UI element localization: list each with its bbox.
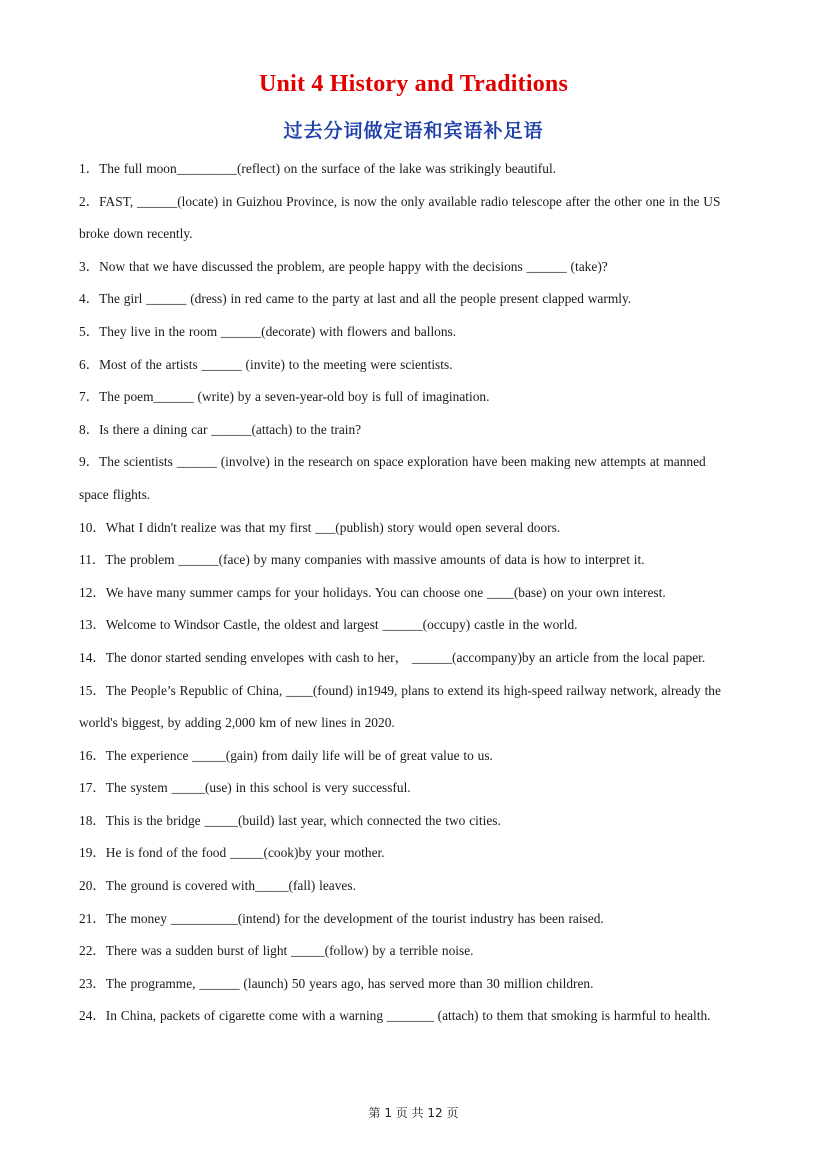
question-list [79,153,739,1033]
question-item: 16．The experience _____(gain) from daily life will be of great value to us. [79,747,493,763]
question-item: 11．The problem ______(face) by many companies with massive amounts of data is how to interpret it. [79,552,645,568]
question-item: 24．In China, packets of cigarette come with a warning _______ (attach) to them that smoking is harmful to health. [79,1008,711,1024]
question-item: 20．The ground is covered with_____(fall) leaves. [79,878,356,894]
question-item: 21．The money __________(intend) for the development of the tourist industry has been raised. [79,910,604,926]
question-item: 23．The programme, ______ (launch) 50 years ago, has served more than 30 million children. [79,975,594,991]
question-item: 13．Welcome to Windsor Castle, the oldest and largest ______(occupy) castle in the world. [79,617,578,633]
question-item: 6．Most of the artists ______ (invite) to the meeting were scientists. [79,356,453,372]
question-item: 12．We have many summer camps for your holidays. You can choose one ____(base) on your own interest. [79,584,666,600]
question-item: 5．They live in the room ______(decorate) with flowers and ballons. [79,323,457,339]
question-item: 8．Is there a dining car ______(attach) to the train? [79,421,362,437]
document-title: Unit 4 History and Traditions [259,71,568,97]
question-item: 17．The system _____(use) in this school is very successful. [79,780,411,796]
question-item: 7．The poem______ (write) by a seven-year-old boy is full of imagination. [79,389,490,405]
question-item: 14．The donor started sending envelopes with cash to her， ______(accompany)by an article from the local paper. [79,649,706,665]
question-item: 2．FAST, ______(locate) in Guizhou Province, is now the only available radio telescope after the other one in the US broke down recently. [79,193,721,242]
question-item: 19．He is fond of the food _____(cook)by your mother. [79,845,385,861]
question-item: 4．The girl ______ (dress) in red came to the party at last and all the people present clapped warmly. [79,291,632,307]
question-item: 1．The full moon_________(reflect) on the surface of the lake was strikingly beautiful. [79,161,557,176]
question-item: 18．This is the bridge _____(build) last year, which connected the two cities. [79,812,501,828]
question-item: 9．The scientists ______ (involve) in the research on space exploration have been making new attempts at manned space flights. [79,454,706,502]
page-footer: 第 1 页 共 12 页 [368,1106,459,1120]
question-item: 22．There was a sudden burst of light _____(follow) by a terrible noise. [79,943,474,959]
document-subtitle: 过去分词做定语和宾语补足语 [283,120,544,142]
question-item: 3．Now that we have discussed the problem, are people happy with the decisions ______ (take)? [79,258,608,274]
question-item: 15．The People’s Republic of China, ____(found) in1949, plans to extend its high-speed railway network, already the world's biggest, by adding 2,000 km of new lines in 2020. [79,682,721,731]
question-item: 10．What I didn't realize was that my first ___(publish) story would open several doors. [79,519,561,535]
